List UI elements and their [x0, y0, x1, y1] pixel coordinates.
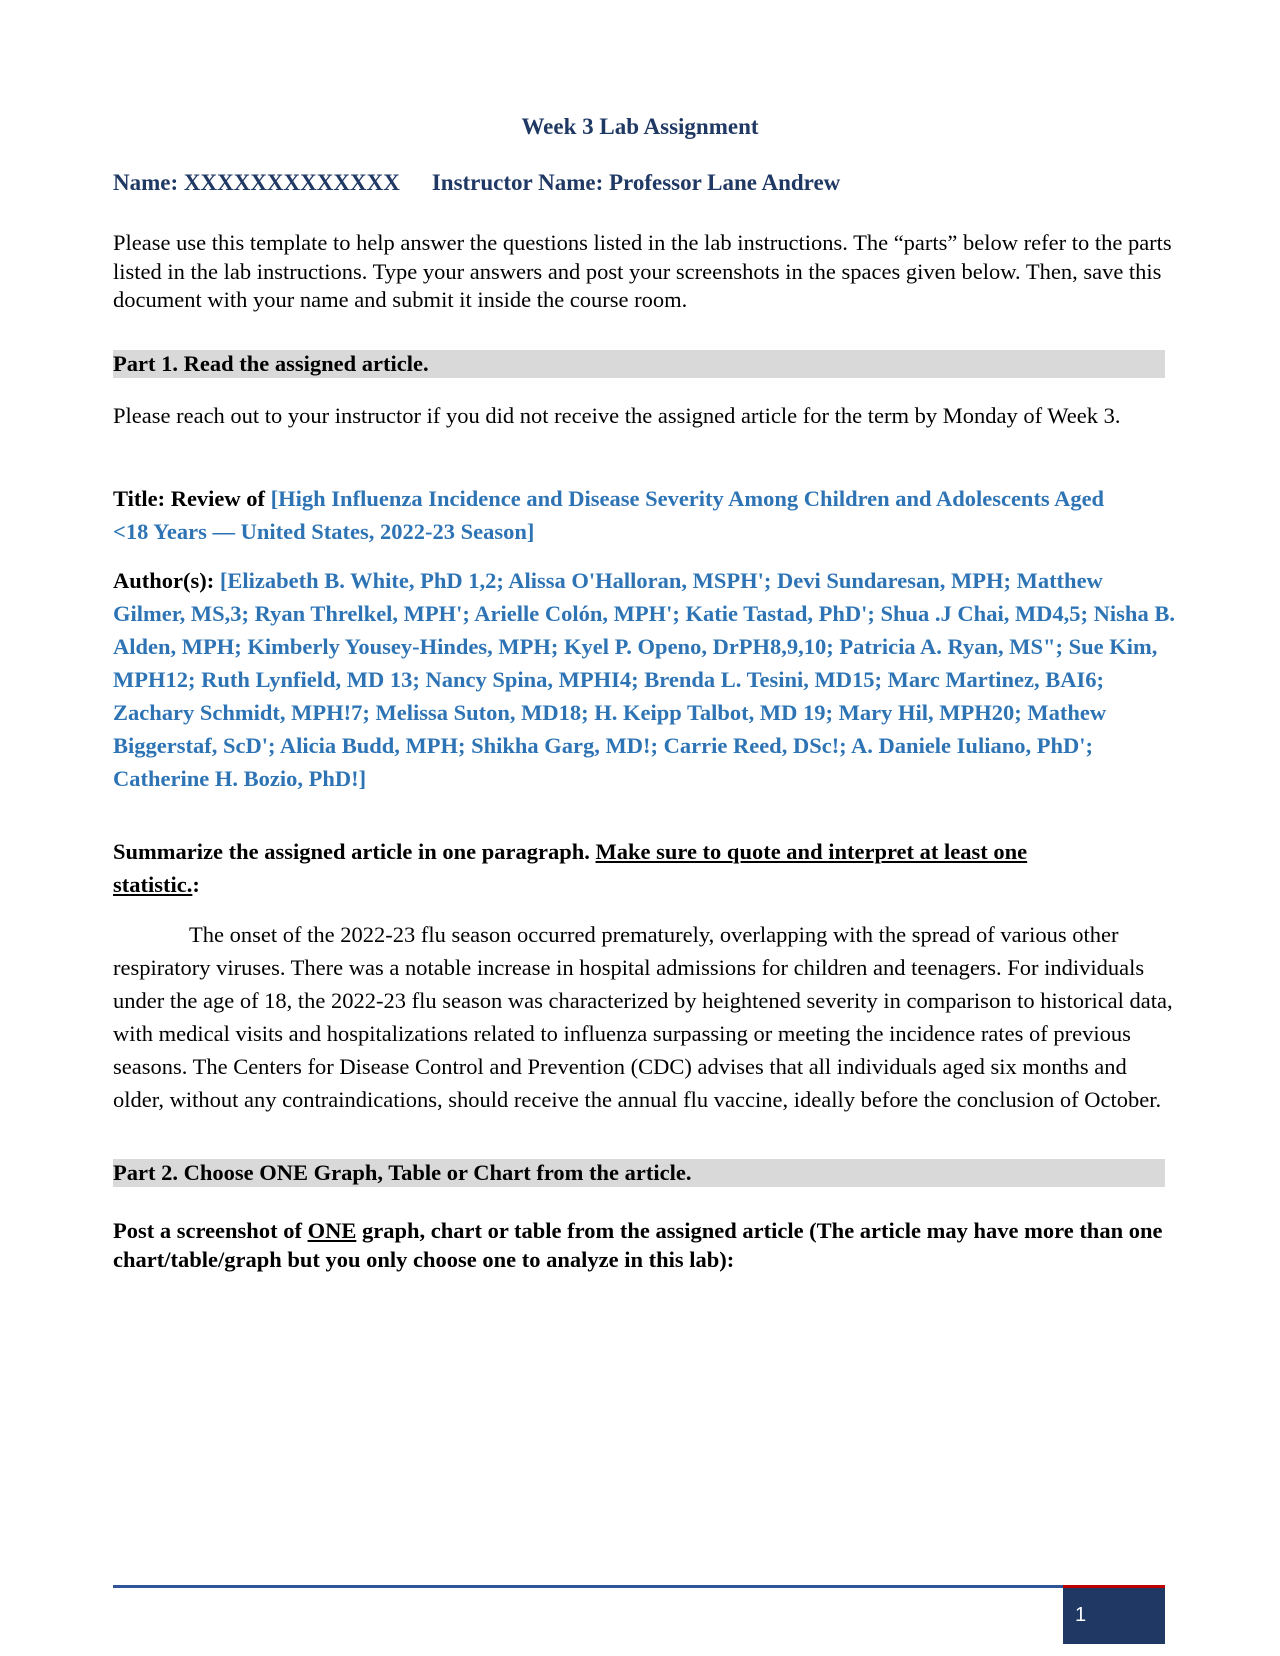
summary-paragraph: The onset of the 2022-23 flu season occurred prematurely, overlapping with the spread of various other respiratory viruses. There was a notable increase in hospital admissions for children and teenagers. For individuals under the age of 18, the 2022-23 flu season was characterized by heightened severity in comparison to historical data, with medical visits and hospitalizations related to influenza surpassing or meeting the incidence rates of previous seasons. The Centers for Disease Control and Prevention (CDC) advises that all individuals aged six months and older, without any contraindications, should receive the annual flu vaccine, ideally before the conclusion of October.: [113, 922, 1173, 1112]
summary-prompt: [113, 835, 1113, 901]
authors-label: Author(s):: [113, 568, 220, 593]
part2-prompt-underlined: ONE: [307, 1218, 357, 1243]
page-number-box: [1063, 1588, 1165, 1644]
part2-prompt-start: Post a screenshot of: [113, 1218, 308, 1243]
summary-prompt-text: Summarize the assigned article in one paragraph.: [113, 839, 596, 864]
instructor-name: Instructor Name: Professor Lane Andrew: [431, 170, 841, 195]
summary-prompt-end: :: [192, 872, 200, 897]
title-label: Title: Review of: [113, 486, 271, 511]
part1-heading: Part 1. Read the assigned article.: [113, 350, 1165, 378]
part1-note: Please reach out to your instructor if you did not receive the assigned article for the term by Monday of Week 3.: [113, 403, 1121, 428]
part2-prompt: [113, 1217, 1173, 1274]
part2-heading: Part 2. Choose ONE Graph, Table or Chart from the article.: [113, 1159, 1165, 1187]
intro-paragraph: Please use this template to help answer the questions listed in the lab instructions. The “parts” below refer to the parts listed in the lab instructions. Type your answers and post your screenshots in the spaces given below. Then, save this document with your name and submit it inside the course room.: [113, 230, 1172, 312]
name-line: [113, 170, 840, 196]
summary-prompt-underlined: Make sure to quote and interpret at least one statistic.: [113, 839, 1028, 897]
authors-list: [Elizabeth B. White, PhD 1,2; Alissa O'Halloran, MSPH'; Devi Sundaresan, MPH; Matthew Gilmer, MS,3; Ryan Threlkel, MPH'; Arielle Colón, MPH'; Katie Tastad, PhD'; Shua .J Chai, MD4,5; Nisha B. Alden, MPH; Kimberly Yousey-Hindes, MPH; Kyel P. Openo, DrPH8,9,10; Patricia A. Ryan, MS"; Sue Kim, MPH12; Ruth Lynfield, MD 13; Nancy Spina, MPHI4; Brenda L. Tesini, MD15; Marc Martinez, BAI6; Zachary Schmidt, MPH!7; Melissa Suton, MD18; H. Keipp Talbot, MD 19; Mary Hil, MPH20; Mathew Biggerstaf, ScD'; Alicia Budd, MPH; Shikha Garg, MD!; Carrie Reed, DSc!; A. Daniele Iuliano, PhD'; Catherine H. Bozio, PhD!]: [113, 568, 1175, 791]
student-name: Name: XXXXXXXXXXXXX: [113, 170, 400, 195]
article-title: [High Influenza Incidence and Disease Severity Among Children and Adolescents Aged <18 Years — United States, 2022-23 Season]: [113, 486, 1105, 544]
authors-block: [113, 564, 1175, 795]
article-title-block: [113, 482, 1113, 548]
part2-prompt-end: graph, chart or table from the assigned article (The article may have more than one chart/table/graph but you only choose one to analyze in this lab):: [113, 1218, 1163, 1272]
footer-rule: [113, 1585, 1165, 1588]
page-number: 1: [1075, 1604, 1087, 1626]
document-title: Week 3 Lab Assignment: [521, 114, 759, 139]
